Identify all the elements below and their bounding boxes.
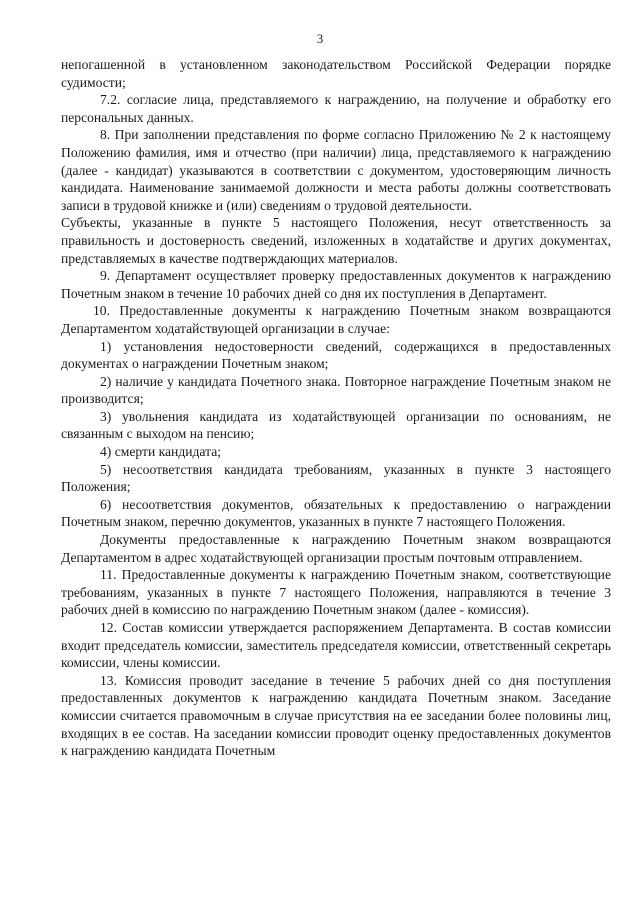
list-item-10-1: 1) установления недостоверности сведений, содержащихся в предоставленных документах о награждении Почетным знаком; — [61, 338, 611, 372]
paragraph-12: 12. Состав комиссии утверждается распоряжением Департамента. В состав комиссии входит председатель комиссии, заместитель председателя комиссии, ответственный секретарь комиссии, члены комиссии. — [61, 620, 611, 671]
page-number: 3 — [316, 31, 324, 46]
list-item-10-4: 4) смерти кандидата; — [100, 444, 222, 460]
paragraph-subjects-responsibility: Субъекты, указанные в пункте 5 настоящего Положения, несут ответственность за правильность и достоверность сведений, изложенных в ходатайстве и других документах, представляемых в качестве подтверждающих материалов. — [61, 215, 611, 266]
paragraph-9: 9. Департамент осуществляет проверку предоставленных документов к награждению Почетным знаком в течение 10 рабочих дней со дня их поступления в Департамент. — [61, 268, 611, 301]
paragraph-7-2: 7.2. согласие лица, представляемого к награждению, на получение и обработку его персональных данных. — [61, 92, 611, 125]
list-item-10-3: 3) увольнения кандидата из ходатайствующей организации по основаниям, не связанным с выходом на пенсию; — [61, 408, 611, 442]
document-body — [61, 56, 611, 760]
paragraph-continuation: непогашенной в установленном законодательством Российской Федерации порядке судимости; — [61, 57, 611, 90]
paragraph-8: 8. При заполнении представления по форме согласно Приложению № 2 к настоящему Положению фамилия, имя и отчество (при наличии) лица, представляемого к награждению (далее - кандидат) указываются в соответствии с документом, удостоверяющим личность кандидата. Наименование занимаемой должности и места работы должны соответствовать записи в трудовой книжке и (или) сведениям о трудовой деятельности. — [61, 127, 611, 213]
paragraph-13: 13. Комиссия проводит заседание в течение 5 рабочих дней со дня поступления предоставленных документов к награждению кандидата Почетным знаком. Заседание комиссии считается правомочным в случае присутствия на ее заседании более половины лиц, входящих в ее состав. На заседании комиссии проводит оценку предоставленных документов к награждению кандидата Почетным — [61, 672, 611, 759]
paragraph-documents-returned: Документы предоставленные к награждению Почетным знаком возвращаются Департаментом в адрес ходатайствующей организации простым почтовым отправлением. — [61, 532, 611, 565]
paragraph-11: 11. Предоставленные документы к награждению Почетным знаком, соответствующие требованиям, указанных в пункте 7 настоящего Положения, направляются в течение 3 рабочих дней в комиссию по награждению Почетным знаком (далее - комиссия). — [61, 567, 611, 618]
paragraph-10: 10. Предоставленные документы к награждению Почетным знаком возвращаются Департаментом ходатайствующей организации в случае: — [61, 303, 611, 336]
list-item-10-6: 6) несоответствия документов, обязательных к предоставлению о награждении Почетным знаком, перечню документов, указанных в пункте 7 настоящего Положения. — [61, 496, 611, 530]
list-item-10-5: 5) несоответствия кандидата требованиям, указанных в пункте 3 настоящего Положения; — [61, 461, 611, 495]
list-item-10-2: 2) наличие у кандидата Почетного знака. Повторное награждение Почетным знаком не производится; — [61, 373, 611, 407]
